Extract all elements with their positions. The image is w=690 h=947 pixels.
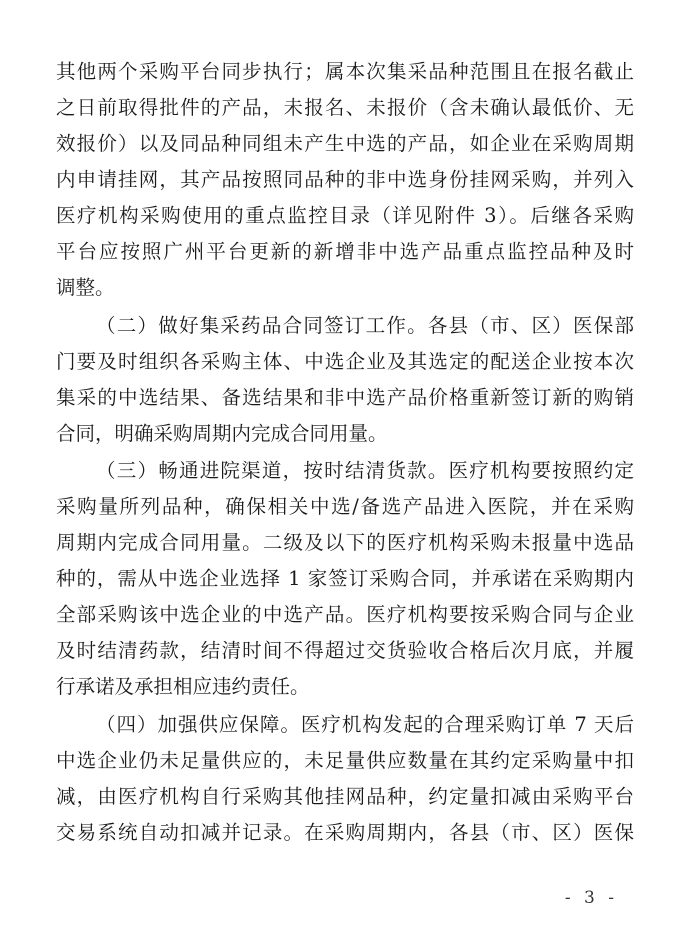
paragraph-section-4 [56, 707, 634, 851]
paragraph-section-2 [56, 308, 634, 452]
paragraph-continuation [56, 54, 634, 306]
page-number: - 3 - [564, 888, 618, 908]
text-line: 中选企业仍未足量供应的，未足量供应数量在其约定采购量中扣 [56, 749, 634, 772]
text-line: 交易系统自动扣减并记录。在采购周期内，各县（市、区）医保 [56, 821, 634, 844]
section-heading-line: （二）做好集采药品合同签订工作。各县（市、区）医保部 [96, 314, 634, 337]
text-line: 调整。 [56, 276, 115, 299]
text-line: 医疗机构采购使用的重点监控目录（详见附件 3）。后继各采购 [56, 204, 634, 227]
text-line: 种的，需从中选企业选择 1 家签订采购合同，并承诺在采购期内 [56, 567, 634, 590]
text-line: 内申请挂网，其产品按照同品种的非中选身份挂网采购，并列入 [56, 168, 634, 191]
text-line: 减，由医疗机构自行采购其他挂网品种，约定量扣减由采购平台 [56, 785, 634, 808]
section-heading-line: （三）畅通进院渠道，按时结清货款。医疗机构要按照约定 [96, 459, 634, 482]
text-line: 门要及时组织各采购主体、中选企业及其选定的配送企业按本次 [56, 350, 634, 373]
text-line: 全部采购该中选企业的中选产品。医疗机构要按采购合同与企业 [56, 603, 634, 626]
text-line: 平台应按照广州平台更新的新增非中选产品重点监控品种及时 [56, 240, 634, 263]
text-line: 集采的中选结果、备选结果和非中选产品价格重新签订新的购销 [56, 386, 634, 409]
text-line: 采购量所列品种，确保相关中选/备选产品进入医院，并在采购 [56, 495, 634, 518]
text-line: 合同，明确采购周期内完成合同用量。 [56, 422, 388, 445]
text-line: 效报价）以及同品种同组未产生中选的产品，如企业在采购周期 [56, 132, 634, 155]
text-line: 周期内完成合同用量。二级及以下的医疗机构采购未报量中选品 [56, 531, 634, 554]
text-line: 之日前取得批件的产品，未报名、未报价（含未确认最低价、无 [56, 96, 634, 119]
paragraph-section-3 [56, 453, 634, 705]
text-line: 其他两个采购平台同步执行；属本次集采品种范围且在报名截止 [56, 60, 634, 83]
text-line: 及时结清药款，结清时间不得超过交货验收合格后次月底，并履 [56, 639, 634, 662]
text-line: 行承诺及承担相应违约责任。 [56, 675, 310, 698]
section-heading-line: （四）加强供应保障。医疗机构发起的合理采购订单 7 天后 [96, 713, 634, 736]
